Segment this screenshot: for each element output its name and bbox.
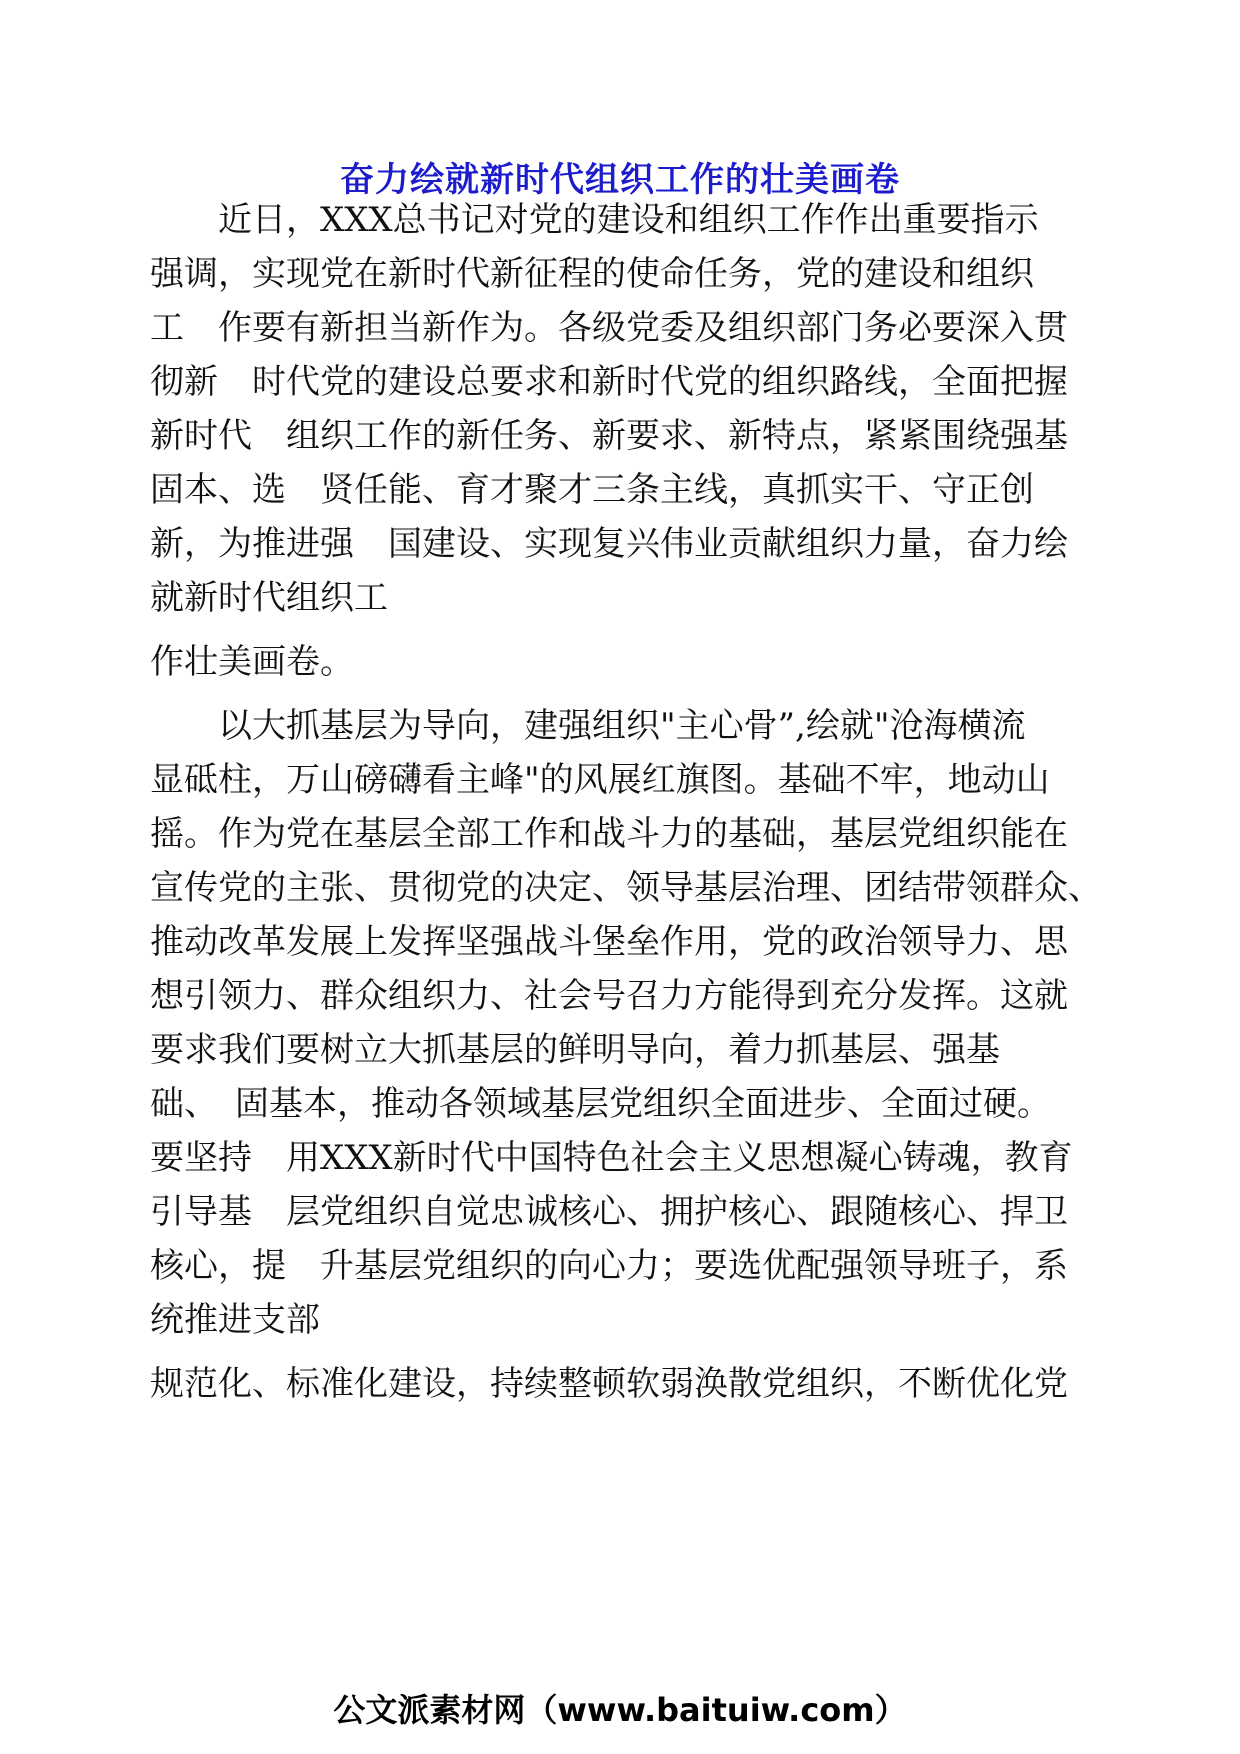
paragraph-1-line: 工 作要有新担当新作为。各级党委及组织部门务必要深入贯 (150, 308, 1068, 348)
paragraph-2-line: 作壮美画卷。 (150, 642, 354, 682)
paragraph-1-line: 固本、选 贤任能、育才聚才三条主线，真抓实干、守正创 (150, 470, 1034, 510)
paragraph-3-line: 要求我们要树立大抓基层的鲜明导向，着力抓基层、强基 (150, 1030, 1000, 1070)
paragraph-3-line: 引导基 层党组织自觉忠诚核心、拥护核心、跟随核心、捍卫 (150, 1192, 1068, 1232)
paragraph-1-line: 就新时代组织工 (150, 578, 388, 618)
paragraph-1-line: 强调，实现党在新时代新征程的使命任务，党的建设和组织 (150, 254, 1034, 294)
paragraph-4-line: 规范化、标准化建设，持续整顿软弱涣散党组织，不断优化党 (150, 1364, 1068, 1404)
paragraph-3-line: 统推进支部 (150, 1300, 320, 1340)
paragraph-1-line: 近日，XXX总书记对党的建设和组织工作作出重要指示 (150, 200, 1039, 240)
paragraph-3-line: 础、 固基本，推动各领域基层党组织全面进步、全面过硬。 (150, 1084, 1051, 1124)
paragraph-3-line: 以大抓基层为导向，建强组织"主心骨”,绘就"沧海横流 (150, 706, 1026, 746)
paragraph-1-line: 新，为推进强 国建设、实现复兴伟业贡献组织力量，奋力绘 (150, 524, 1068, 564)
paragraph-1-line: 新时代 组织工作的新任务、新要求、新特点，紧紧围绕强基 (150, 416, 1068, 456)
paragraph-3-line: 显砥柱，万山磅礴看主峰"的风展红旗图。基础不牢，地动山 (150, 760, 1050, 800)
page-title: 奋力绘就新时代组织工作的壮美画卷 (340, 160, 900, 200)
paragraph-1-line: 彻新 时代党的建设总要求和新时代党的组织路线，全面把握 (150, 362, 1068, 402)
paragraph-3-line: 摇。作为党在基层全部工作和战斗力的基础，基层党组织能在 (150, 814, 1068, 854)
paragraph-3-line: 宣传党的主张、贯彻党的决定、领导基层治理、团结带领群众、 (150, 868, 1102, 908)
paragraph-3-line: 核心，提 升基层党组织的向心力；要选优配强领导班子，系 (150, 1246, 1068, 1286)
paragraph-3-line: 要坚持 用XXX新时代中国特色社会主义思想凝心铸魂，教育 (150, 1138, 1073, 1178)
paragraph-3-line: 推动改革发展上发挥坚强战斗堡垒作用，党的政治领导力、思 (150, 922, 1068, 962)
footer-watermark: 公文派素材网（www.baituiw.com） (333, 1691, 907, 1729)
paragraph-3-line: 想引领力、群众组织力、社会号召力方能得到充分发挥。这就 (150, 976, 1068, 1016)
